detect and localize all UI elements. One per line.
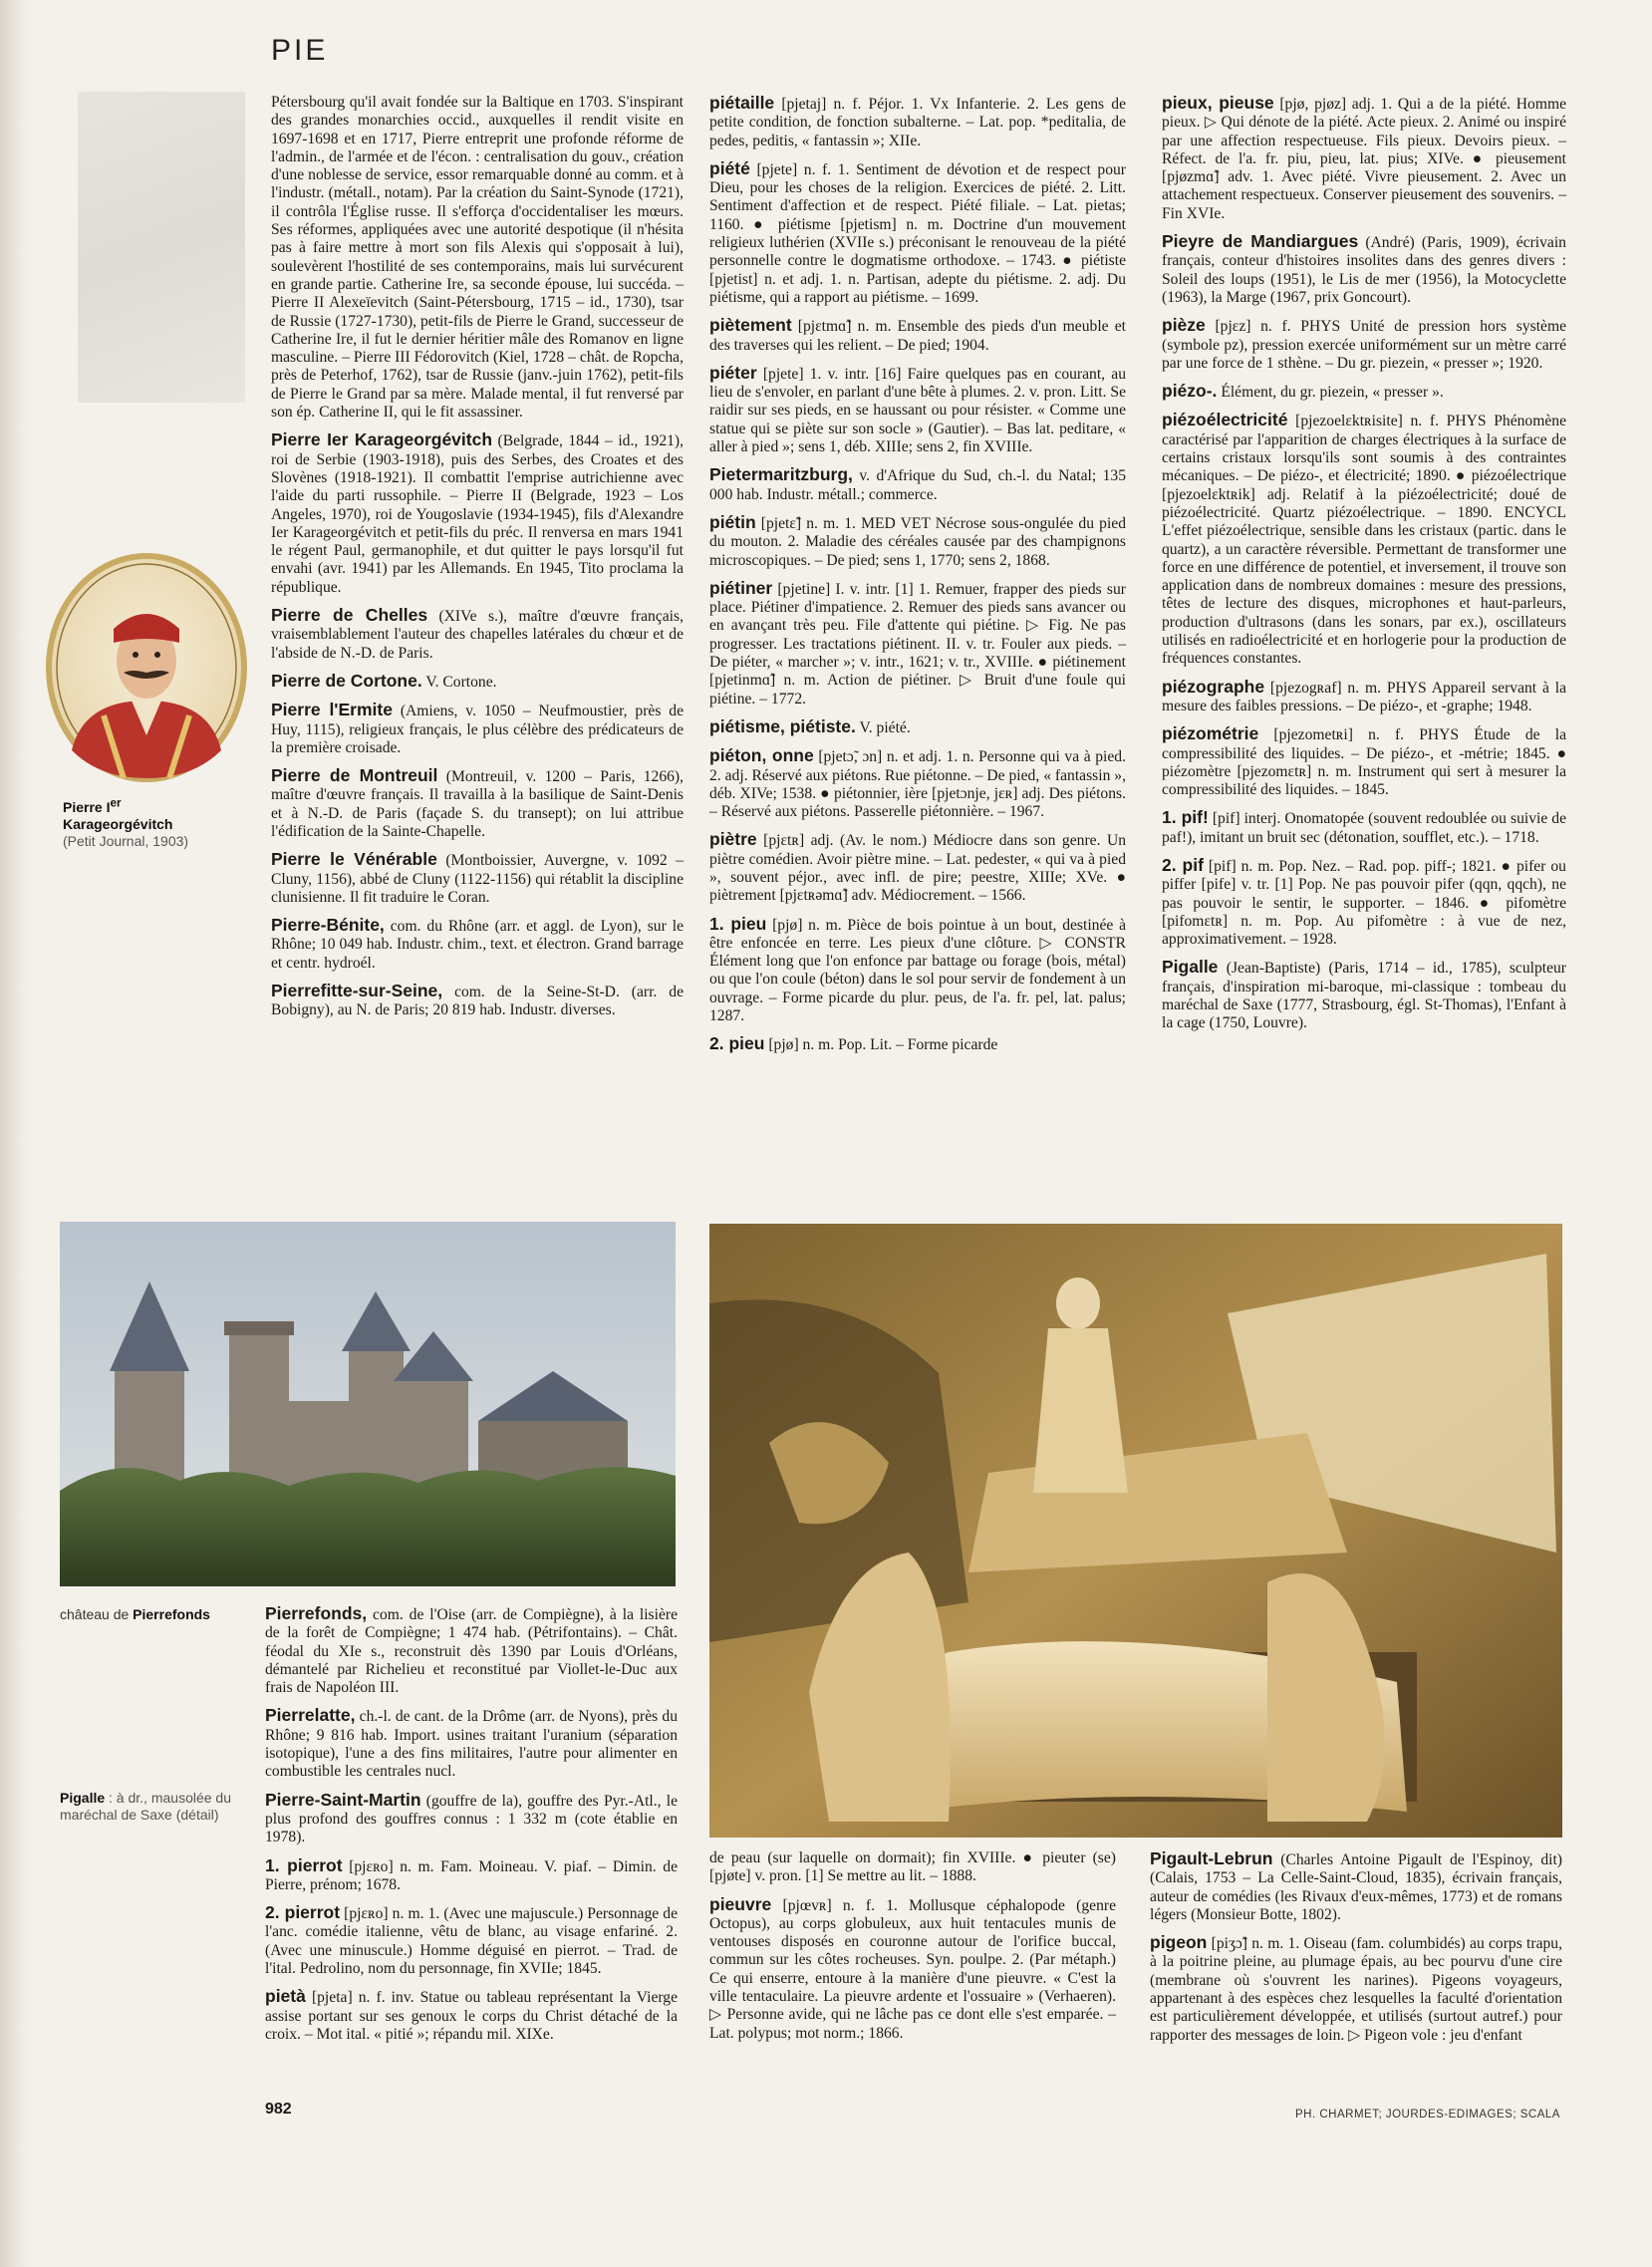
entry-headword: piété <box>709 157 750 178</box>
entry-headword: Pierre-Bénite, <box>271 915 385 936</box>
mausoleum-photo <box>709 1224 1562 1838</box>
entry-definition: [pjezogʀaf] n. m. PHYS Appareil servant à la mesure des faibles pressions. – De piézo-, et -graphe; 1948. <box>1162 679 1566 714</box>
running-head: PIE <box>271 34 329 67</box>
entry-definition: [pjete] n. f. 1. Sentiment de dévotion et de respect pour Dieu, pour les choses de la religion. Exercices de piété. 2. Litt. Sentiment d'affection et de respect. Piété filiale. – Lat. pietas; 1160. ● piétisme [pjetism] n. m. Doctrine d'un mouvement religieux luthérien (XVIIe s.) préconisant le renouveau de la piété personnelle contre le dogmatisme orthodoxe. – 1743. ● piétiste [pjetist] n. et adj. 1. n. Partisan, adepte du piétisme. 2. adj. Du piétisme, qui a rapport au piétisme. – 1699. <box>709 160 1126 306</box>
dictionary-entry <box>1150 1933 1562 2045</box>
entry-headword: 2. pif <box>1162 854 1204 875</box>
dictionary-entry <box>271 850 684 907</box>
dictionary-entry <box>709 717 1126 737</box>
entry-headword: Pierrefonds, <box>265 1603 368 1623</box>
dictionary-entry <box>1150 1849 1562 1924</box>
entry-definition: [pjetine] I. v. intr. [1] 1. Remuer, frapper des pieds sur place. Piétiner d'impatience. 2. Remuer des pieds sans avancer ou en avançant très peu. File d'attente qui piétine. ▷ Fig. Ne pas progresser. Les tractations piétinent. II. v. tr. Fouler aux pieds. – De piéter, « marcher »; v. intr., 1621; v. tr., XVIIIe. ● piétinement [pjetinmɑ̃] n. m. Action de piétiner. ▷ Bruit d'une foule qui piétine. – 1772. <box>709 580 1126 708</box>
column-2-top <box>709 94 1126 1064</box>
dictionary-entry <box>1162 411 1566 668</box>
entry-definition: V. piété. <box>855 718 911 736</box>
column-1-top <box>271 94 684 1029</box>
entry-definition: [pjɛtʀ] adj. (Av. le nom.) Médiocre dans son genre. Un piètre comédien. Avoir piètre mine. – Lat. pedester, « qui va à pied », souvent péjor., avec infl. de pire; peestre, XIIIe; XVe. ● piètrement [pjɛtʀəmɑ̃] adv. Médiocrement. – 1566. <box>709 832 1126 905</box>
dictionary-entry <box>709 830 1126 905</box>
entry-definition: V. Cortone. <box>421 673 497 691</box>
column-3-bottom <box>1150 1849 1562 2054</box>
dictionary-entry <box>265 1706 678 1781</box>
entry-definition: [pjɛʀo] n. m. Fam. Moineau. V. piaf. – Dimin. de Pierre, prénom; 1678. <box>265 1857 678 1893</box>
entry-headword: Pierre-Saint-Martin <box>265 1789 421 1810</box>
entry-headword: pieux, pieuse <box>1162 93 1274 113</box>
dictionary-entry <box>1162 958 1566 1032</box>
entry-definition: com. de la Seine-St-D. (arr. de Bobigny), au N. de Paris; 20 819 hab. Industr. diverses. <box>271 984 684 1019</box>
column-1-bottom <box>265 1604 678 2053</box>
dictionary-entry <box>271 916 684 973</box>
entry-headword: Pigalle <box>1162 957 1219 978</box>
entry-definition: [pjø] n. m. Pièce de bois pointue à un bout, destinée à être enfoncée en terre. Les pieux d'une clôture. ▷ CONSTR Élément long que l'on enfonce par battage ou forage (bois, métal) ou que l'on coule (béton) dans le sol pour servir de fondement à un ouvrage. – Forme picarde du plur. peus, de l'a. fr. pel, lat. palus; 1287. <box>709 916 1126 1025</box>
entry-definition: ch.-l. de cant. de la Drôme (arr. de Nyons), près du Rhône; 9 816 hab. Import. usines traitant l'uranium (séparation isotopique), l'une a des fins militaires, l'autre pour alimenter en combustible les centrales nucl. <box>265 1708 678 1781</box>
entry-definition: [pif] interj. Onomatopée (souvent redoublée ou suivie de paf!), imitant un bruit sec (détonation, soufflet, etc.). – 1718. <box>1162 810 1566 846</box>
entry-definition: (Jean-Baptiste) (Paris, 1714 – id., 1785), sculpteur français, d'inspiration mi-baroque, mi-classique : tombeau du maréchal de Saxe (1777, Strasbourg, égl. St-Thomas), l'Enfant à la cage (1750, Louvre). <box>1162 960 1566 1032</box>
entry-headword: Pierre de Montreuil <box>271 765 438 786</box>
entry-headword: 1. pieu <box>709 913 767 934</box>
dictionary-entry <box>709 94 1126 150</box>
dictionary-entry <box>271 982 684 1020</box>
entry-headword: pietà <box>265 1986 306 2007</box>
entry-definition: com. de l'Oise (arr. de Compiègne), à la lisière de la forêt de Compiègne; 1 474 hab. (Pétrifontains). – Chât. féodal du XIe s., reconstruit dès 1390 par Louis d'Orléans, démantelé par Richelieu et reconstitué par Viollet-le-Duc aux frais de Napoléon III. <box>265 1606 678 1697</box>
dictionary-entry <box>265 1987 678 2044</box>
entry-headword: Pigault-Lebrun <box>1150 1848 1273 1868</box>
entry-headword: piéton, onne <box>709 745 814 766</box>
entry-definition: [pjœvʀ] n. f. 1. Mollusque céphalopode (genre Octopus), au corps globuleux, aux huit tentacules munis de ventouses disposés en couronne autour de l'orifice buccal, commun sur les côtes rocheuses. Syn. poulpe. 2. (Par métaph.) Ce qui enserre, entoure à la manière d'une pieuvre. « C'est la ville tentaculaire. La pieuvre ardente et l'ossuaire » (Verhaeren). ▷ Personne avide, qui ne lâche pas ce dont elle s'est emparée. – Lat. polypus; mot norm.; 1866. <box>709 1896 1116 2042</box>
dictionary-entry <box>265 1903 678 1978</box>
dictionary-entry <box>271 672 684 692</box>
entry-definition: [pjetaj] n. f. Péjor. 1. Vx Infanterie. 2. Les gens de petite condition, de fonction subalterne. – Lat. pop. *peditalia, de pedes, peditis, « fantassin »; XIIe. <box>709 96 1126 149</box>
dictionary-entry <box>271 766 684 841</box>
entry-definition: (Belgrade, 1844 – id., 1921), roi de Serbie (1903-1918), puis des Serbes, des Croates et des Slovènes (1918-1921). Il combattit l'emprise autrichienne avec l'aide du parti russophile. – Pierre II (Belgrade, 1923 – Los Angeles, 1970), roi de Yougoslavie (1934-1945), fils d'Alexandre Ier Karageorgévitch et petit-fils du préc. Il renversa en mars 1941 le régent Paul, germanophile, et dut quitter le pays lorsqu'il fut envahi (avr. 1941) par les Allemands. En 1945, Tito proclama la république. <box>271 432 685 596</box>
dictionary-entry <box>709 465 1126 504</box>
dictionary-entry <box>709 746 1126 821</box>
dictionary-entry <box>709 915 1126 1026</box>
entry-headword: Pierrelatte, <box>265 1705 356 1726</box>
entry-headword: Pierre Ier Karageorgévitch <box>271 429 493 450</box>
entry-headword: piéter <box>709 362 757 383</box>
entry-headword: piézo-. <box>1162 381 1218 402</box>
entry-definition: [pjø, pjøz] adj. 1. Qui a de la piété. Homme pieux. ▷ Qui dénote de la piété. Acte pieux. 2. Animé ou inspiré par une affection respectueuse. Fils pieux. Devoirs pieux. – Réfect. de l'a. fr. piu, pieu, lat. pius; XIVe. ● pieusement [pjøzmɑ̃] adv. 1. Avec piété. Vivre pieusement. 2. Avec un attachement respectueux. Conserver pieusement des souvenirs. – Fin XVIe. <box>1162 96 1566 222</box>
pigalle-caption: Pigalle : à dr., mausolée du maréchal de Saxe (détail) <box>60 1790 231 1823</box>
dictionary-entry <box>1162 232 1566 307</box>
entry-headword: 1. pierrot <box>265 1854 343 1875</box>
portrait-medallion <box>44 551 249 784</box>
dictionary-entry <box>271 430 684 597</box>
entry-headword: Pietermaritzburg, <box>709 464 853 485</box>
entry-headword: piézoélectricité <box>1162 410 1288 430</box>
entry-definition: [pjete] 1. v. intr. [16] Faire quelques pas en courant, au lieu de s'envoler, en parlant d'une bête à plumes. 2. v. pron. Litt. Se raidir sur ses pieds, en se haussant ou pour résister. « Comme une statue qui se piète sur son socle » (Gautier). – Bas lat. peditare, « aller à pied »; sens 1, déb. XIIIe; sens 2, fin XVIIIe. <box>709 365 1126 456</box>
entry-definition: (XIVe s.), maître d'œuvre français, vraisemblablement l'auteur des chapelles latérales du chœur et de l'abside de N.-D. de Paris. <box>271 608 684 662</box>
entry-headword: piétaille <box>709 93 775 113</box>
entry-headword: 2. pierrot <box>265 1902 341 1923</box>
column-3-top <box>1162 94 1566 1042</box>
dictionary-entry <box>271 606 684 663</box>
entry-definition: [pjeta] n. f. inv. Statue ou tableau représentant la Vierge assise portant sur ses genoux le corps du Christ détaché de la croix. – Mot ital. « pitié »; répandu mil. XIXe. <box>265 1989 678 2043</box>
entry-headword: Pierrefitte-sur-Seine, <box>271 981 443 1001</box>
entry-headword: piézométrie <box>1162 723 1259 744</box>
dictionary-entry <box>271 701 684 757</box>
entry-definition: (Amiens, v. 1050 – Neufmoustier, près de Huy, 1115), religieux français, le plus célèbre des prédicateurs de la première croisade. <box>271 703 684 756</box>
dictionary-entry <box>709 364 1126 456</box>
entry-definition: Élément, du gr. piezein, « presser ». <box>1217 384 1444 402</box>
entry-headword: Pierre de Chelles <box>271 605 428 626</box>
page-edge <box>0 0 34 2267</box>
entry-headword: 1. pif! <box>1162 807 1209 828</box>
entry-definition: [pjetɛ̃] n. m. 1. MED VET Nécrose sous-onguléе du pied du mouton. 2. Maladie des céréales causée par des champignons microscopiques. – De pied; sens 1, 1770; sens 2, 1868. <box>709 514 1126 569</box>
entry-headword: piètement <box>709 315 792 336</box>
dictionary-entry: de peau (sur laquelle on dormait); fin XVIIIe. ● pieuter (se) [pjøte] v. pron. [1] Se mettre au lit. – 1888. <box>709 1849 1116 1885</box>
entry-definition: [pjetɔ̃, ɔn] n. et adj. 1. n. Personne qui va à pied. 2. adj. Réservé aux piétons. Rue piétonne. – De pied, « fantassin », déb. XIVe; 1538. ● piétonnier, ière [pjetɔnje, jɛʀ] adj. Des piétons. – Réservé aux piétons. Passerelle piétonnière. – 1967. <box>709 748 1126 821</box>
dictionary-entry <box>1162 724 1566 799</box>
dictionary-entry <box>709 1034 1126 1054</box>
entry-headword: pièze <box>1162 315 1206 336</box>
entry-definition: (Montreuil, v. 1200 – Paris, 1266), maître d'œuvre français. Il travailla à la basilique de Saint-Denis et à N.-D. de Paris (façade S. du transept); on lui attribue l'édification de la Sainte-Chapelle. <box>271 768 684 840</box>
dictionary-entry <box>1162 382 1566 402</box>
entry-definition: [pjø] n. m. Pop. Lit. – Forme picarde <box>764 1036 998 1054</box>
entry-definition: [pjɛtmɑ̃] n. m. Ensemble des pieds d'un meuble et des traverses qui les relient. – De pied; 1904. <box>709 318 1126 354</box>
entry-definition: [pif] n. m. Pop. Nez. – Rad. pop. piff-; 1821. ● pifer ou piffer [pife] v. tr. [1] Pop. Ne pas pouvoir pifer (qqn, qqch), ne pas pouvoir le sentir, le supporter. – 1846. ● pifomètre [pifomɛtʀ] n. m. Pop. Au pifomètre : à vue de nez, approximativement. – 1928. <box>1162 857 1566 949</box>
ghost-image <box>78 92 245 403</box>
column-2-bottom <box>709 1849 1116 2052</box>
entry-definition: (Montboissier, Auvergne, v. 1092 – Cluny, 1156), abbé de Cluny (1122-1156) qui rétablit la discipline clunisienne. Il fit traduire le Coran. <box>271 852 684 906</box>
entry-headword: piétiner <box>709 577 773 598</box>
entry-definition: (André) (Paris, 1909), écrivain français, conteur d'histoires insolites dans des genres divers : Soleil des loups (1951), le Lis de mer (1956), la Motocyclette (1963), la Marge (1967, prix Goncourt). <box>1162 234 1566 306</box>
castle-photo <box>60 1222 676 1586</box>
entry-headword: Pierre de Cortone. <box>271 670 422 691</box>
entry-headword: piézographe <box>1162 676 1265 697</box>
entry-headword: 2. pieu <box>709 1033 765 1054</box>
photo-credits: PH. CHARMET; JOURDES-EDIMAGES; SCALA <box>1295 2109 1560 2121</box>
entry-definition: com. du Rhône (arr. et aggl. de Lyon), sur le Rhône; 10 049 hab. Industr. chim., text. et électron. Grand barrage et centr. hydroél. <box>271 918 684 972</box>
entry-definition: v. d'Afrique du Sud, ch.-l. du Natal; 135 000 hab. Industr. métall.; commerce. <box>709 467 1126 503</box>
dictionary-entry <box>709 316 1126 355</box>
entry-definition: [pjɛz] n. f. PHYS Unité de pression hors système (symbole pz), pression exercée uniformément sur un mètre carré par une force de 1 sthène. – Du gr. piezein, « presser »; 1920. <box>1162 318 1566 372</box>
entry-headword: Pieyre de Mandiargues <box>1162 231 1359 252</box>
dictionary-entry <box>709 159 1126 307</box>
entry-headword: piétin <box>709 511 756 532</box>
dictionary-entry <box>265 1791 678 1847</box>
entry-definition: [pjɛʀo] n. m. 1. (Avec une majuscule.) Personnage de l'anc. comédie italienne, vêtu de blanc, au visage enfariné. 2. (Avec une minuscule.) Homme déguisé en pierrot. – Trad. de l'ital. Pedrolino, nom du personnage, fin XVIIe; 1845. <box>265 1905 678 1978</box>
entry-definition: [pjezometʀi] n. f. PHYS Étude de la compressibilité des liquides. – De piézo-, et -métrie; 1845. ● piézomètre [pjezomɛtʀ] n. m. Instrument qui sert à mesurer la compressibilité des liquides. – 1845. <box>1162 726 1566 799</box>
entry-headword: piètre <box>709 829 757 850</box>
castle-caption: château de Pierrefonds <box>60 1606 210 1622</box>
dictionary-entry: Pétersbourg qu'il avait fondée sur la Baltique en 1703. S'inspirant des grandes monarchies occid., auxquelles il rendit visite en 1697-1698 et en 1717, Pierre entreprit une profonde réforme de l'admin., de l'armée et de l'écon. : centralisation du gouv., création d'une noblesse de service, essor remarquable donné au comm. et à l'industr. (métall., notam). Par la création du Saint-Synode (1721), il contrôla l'Église russe. Il s'efforça d'occidentaliser les mœurs. Ses réformes, appliquées avec une autorité despotique (il n'hésita pas à faire mettre à mort son fils Alexis qui s'opposait à lui), soulevèrent l'hostilité de ses contemporains, mais lui survécurent en grande partie. Catherine Ire, sa seconde épouse, lui succéda. – Pierre II Alexeïevitch (Saint-Pétersbourg, 1715 – id., 1730), tsar de Russie (1727-1730), petit-fils de Pierre le Grand, successeur de Catherine Ire, il fut le dernier héritier mâle des Romanov en ligne masculine. – Pierre III Fédorovitch (Kiel, 1728 – chât. de Ropcha, près de Peterhof, 1762), tsar de Russie (janv.-juin 1762), petit-fils de Pierre le Grand par sa mère. Malade mental, il fut renversé par son ép. Catherine II, qui le fit assassiner. <box>271 94 684 422</box>
dictionary-entry <box>709 579 1126 708</box>
entry-definition: [pjezoelɛktʀisite] n. f. PHYS Phénomène caractérisé par l'apparition de charges électriques à la surface de certains cristaux lorsqu'ils sont soumis à des contraintes mécaniques. – De piézo-, et électricité; 1890. ● piézoélectrique [pjezoelɛktʀik] adj. Relatif à la piézoélectricité; doué de piézoélectricité. Quartz piézoélectrique. – 1890. ENCYCL L'effet piézoélectrique, sensible dans les cristaux (partic. dans le quartz), a un caractère réversible. Permettant de transformer une force en une différence de potentiel, et inversement, il trouve son application dans de nombreux domaines : mesure des pressions, têtes de lecture des disques, microphones et haut-parleurs, production d'ultrasons (dans les sonars, par ex.), oscillateurs utilisés en radioélectricité et en horlogerie pour la production de fréquences constantes. <box>1162 413 1566 668</box>
dictionary-entry <box>265 1856 678 1895</box>
page-number: 982 <box>265 2101 292 2118</box>
dictionary-entry <box>1162 316 1566 373</box>
entry-headword: Pierre le Vénérable <box>271 849 437 870</box>
entry-headword: pieuvre <box>709 1893 772 1914</box>
entry-definition: (gouffre de la), gouffre des Pyr.-Atl., le plus profond des gouffres connus : 1 332 m (cote établie en 1978). <box>265 1792 678 1846</box>
dictionary-entry <box>1162 856 1566 949</box>
dictionary-entry <box>709 1895 1116 2043</box>
entry-headword: piétisme, piétiste. <box>709 715 856 736</box>
dictionary-entry <box>265 1604 678 1697</box>
dictionary-entry <box>1162 808 1566 847</box>
dictionary-entry <box>709 513 1126 570</box>
dictionary-entry <box>1162 678 1566 716</box>
entry-headword: Pierre l'Ermite <box>271 700 393 720</box>
entry-definition: (Charles Antoine Pigault de l'Espinoy, dit) (Calais, 1753 – La Celle-Saint-Cloud, 1835), écrivain français, auteur de comédies (les Rivaux d'eux-mêmes, 1773) et de romans légers (Monsieur Botte, 1802). <box>1150 1851 1562 1923</box>
portrait-caption: Pierre Ier Karageorgévitch (Petit Journal, 1903) <box>63 796 189 849</box>
entry-headword: pigeon <box>1150 1932 1208 1953</box>
dictionary-entry <box>1162 94 1566 223</box>
entry-definition: [piʒɔ̃] n. m. 1. Oiseau (fam. columbidés) au corps trapu, à la poitrine pleine, au plumage épais, au bec pourvu d'une cire (membrane où s'ouvrent les narines). Pigeons voyageurs, appartenant à des espèces chez lesquelles la faculté d'orientation est particulièrement développée, et utilisés (surtout autref.) pour rapporter des messages de loin. ▷ Pigeon vole : jeu d'enfant <box>1150 1935 1562 2044</box>
